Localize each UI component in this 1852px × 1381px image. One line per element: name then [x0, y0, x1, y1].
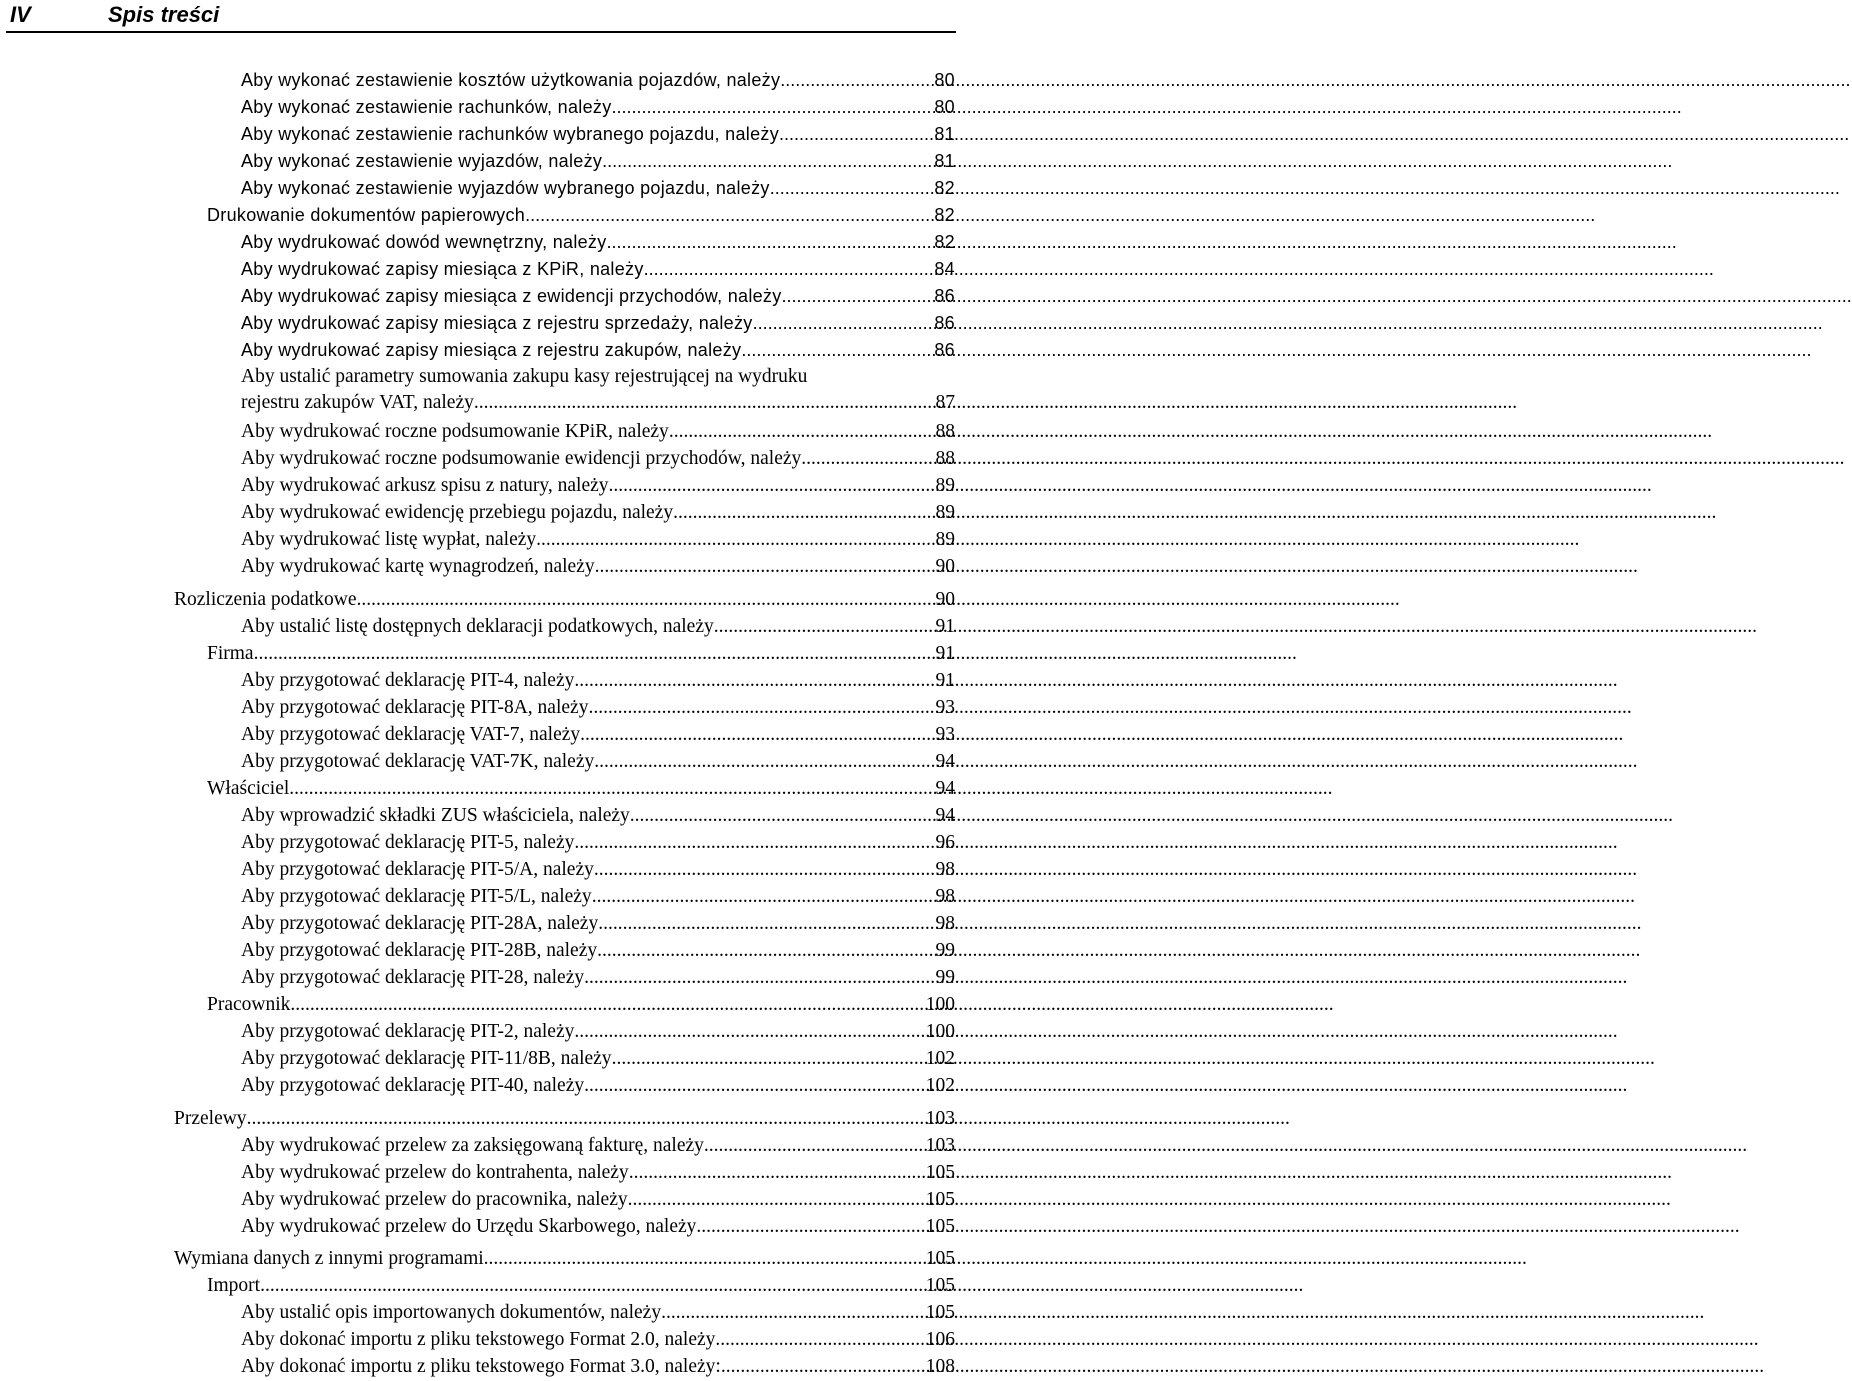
toc-leader — [661, 1300, 926, 1326]
toc-entry-text: Aby wykonać zestawienie kosztów użytkowania pojazdów, należy — [241, 70, 781, 90]
toc-entry-text: Aby ustalić listę dostępnych deklaracji podatkowych, należy — [241, 616, 714, 637]
toc-entry-text: Rozliczenia podatkowe — [174, 589, 357, 610]
header-rule — [6, 31, 956, 33]
toc-section[interactable] — [207, 202, 955, 228]
page-title: Spis treści — [108, 2, 220, 27]
toc-page-number: 93 — [935, 724, 955, 745]
toc-page-number: 82 — [934, 178, 955, 198]
toc-leader — [782, 283, 935, 309]
toc-leader — [584, 1073, 926, 1099]
toc-page-number: 94 — [935, 778, 955, 799]
toc-entry-text: Aby wprowadzić składki ZUS właściciela, należy — [241, 805, 630, 826]
toc-entry-text: Aby wydrukować przelew za zaksięgowaną fakturę, należy — [241, 1135, 704, 1156]
toc-entry[interactable] — [241, 749, 955, 775]
toc-leader — [612, 1046, 926, 1072]
toc-section[interactable] — [207, 1273, 955, 1299]
toc-page-number: 100 — [925, 1021, 955, 1042]
toc-page-number: 87 — [935, 392, 955, 413]
toc-leader — [597, 938, 935, 964]
toc-entry[interactable] — [241, 1327, 955, 1353]
toc-page-number: 102 — [925, 1048, 955, 1069]
toc-entry[interactable] — [241, 614, 955, 640]
toc-page-number: 94 — [935, 805, 955, 826]
toc-page-number: 103 — [925, 1135, 955, 1156]
toc-page-number: 88 — [935, 421, 955, 442]
toc-entry[interactable] — [241, 830, 955, 856]
toc-page-number: 88 — [935, 448, 955, 469]
toc-leader — [696, 1214, 925, 1240]
toc-entry[interactable] — [241, 965, 955, 991]
toc-page-number: 96 — [935, 832, 955, 853]
toc-page-number: 105 — [925, 1275, 955, 1296]
toc-entry-text: Aby ustalić opis importowanych dokumentów, należy — [241, 1302, 662, 1323]
toc-leader — [607, 229, 935, 255]
toc-entry-text: Aby przygotować deklarację PIT-5/A, należy — [241, 859, 594, 880]
toc-leader — [629, 1160, 926, 1186]
toc-entry[interactable] — [241, 1046, 955, 1072]
toc-leader — [753, 310, 935, 336]
toc-leader — [536, 527, 935, 553]
toc-entry[interactable] — [241, 1214, 955, 1240]
toc-leader — [714, 614, 936, 640]
toc-page-number: 80 — [934, 70, 955, 90]
toc-entry-text: Aby przygotować deklarację PIT-28, należy — [241, 967, 585, 988]
toc-entry-text: Aby wydrukować zapisy miesiąca z rejestru sprzedaży, należy — [241, 313, 753, 333]
toc-chapter[interactable] — [174, 1246, 955, 1272]
toc-page-number: 82 — [934, 205, 955, 225]
toc-leader — [289, 776, 935, 802]
toc-entry[interactable] — [241, 67, 955, 93]
toc-entry-text: Aby przygotować deklarację PIT-40, należy — [241, 1075, 585, 1096]
toc-page-number: 105 — [925, 1189, 955, 1210]
toc-leader — [594, 857, 936, 883]
toc-entry[interactable] — [241, 803, 955, 829]
toc-entry[interactable] — [241, 229, 955, 255]
toc-entry-text: Aby wydrukować zapisy miesiąca z ewidencji przychodów, należy — [241, 286, 782, 306]
toc-entry[interactable] — [241, 668, 955, 694]
toc-page-number: 82 — [934, 232, 955, 252]
toc-entry-text: Aby przygotować deklarację PIT-8A, należy — [241, 697, 589, 718]
toc-leader — [630, 803, 936, 829]
toc-entry[interactable] — [241, 857, 955, 883]
toc-page-number: 90 — [935, 589, 955, 610]
toc-entry-text: Aby wydrukować arkusz spisu z natury, należy — [241, 475, 609, 496]
toc-page-number: 81 — [934, 151, 955, 171]
toc-leader — [484, 1246, 926, 1272]
toc-leader — [598, 911, 935, 937]
toc-leader — [260, 1273, 926, 1299]
toc-leader — [779, 121, 934, 147]
toc-entry[interactable] — [241, 1073, 955, 1099]
toc-leader — [644, 256, 935, 282]
toc-entry-text: Firma — [207, 643, 254, 664]
toc-leader — [780, 67, 934, 93]
toc-entry-text: Aby przygotować deklarację VAT-7K, należy — [241, 751, 595, 772]
toc-entry-text: Aby przygotować deklarację PIT-5/L, należy — [241, 886, 592, 907]
toc-entry[interactable] — [241, 1354, 955, 1380]
toc-page-number: 91 — [935, 670, 955, 691]
toc-leader — [721, 1354, 926, 1380]
toc-page-number: 89 — [935, 502, 955, 523]
toc-leader — [770, 175, 935, 201]
toc-entry-text: Aby wykonać zestawienie wyjazdów wybranego pojazdu, należy — [241, 178, 770, 198]
toc-entry-text: Aby dokonać importu z pliku tekstowego Format 2.0, należy — [241, 1329, 716, 1350]
toc-leader — [474, 390, 936, 416]
toc-entry[interactable] — [241, 527, 955, 553]
toc-entry-text: Aby przygotować deklarację VAT-7, należy — [241, 724, 581, 745]
toc-entry-text: Aby wykonać zestawienie rachunków wybranego pojazdu, należy — [241, 124, 779, 144]
chapter-number: IV — [10, 2, 31, 27]
toc-leader — [356, 587, 935, 613]
toc-leader — [525, 202, 934, 228]
toc-leader — [247, 1106, 926, 1132]
toc-page-number: 98 — [935, 913, 955, 934]
toc-page-number: 89 — [935, 475, 955, 496]
toc-leader — [595, 554, 936, 580]
toc-leader — [741, 337, 934, 363]
toc-leader — [628, 1187, 926, 1213]
toc-entry[interactable] — [241, 256, 955, 282]
toc-page-number: 98 — [935, 859, 955, 880]
toc-entry-text: Aby przygotować deklarację PIT-5, należy — [241, 832, 575, 853]
toc-entry[interactable] — [241, 1133, 955, 1159]
toc-entry-text: Aby wydrukować roczne podsumowanie KPiR, należy — [241, 421, 669, 442]
toc-page-number: 105 — [925, 1302, 955, 1323]
toc-entry-text: Aby przygotować deklarację PIT-2, należy — [241, 1021, 575, 1042]
toc-entry-text: Wymiana danych z innymi programami — [174, 1248, 484, 1269]
toc-entry[interactable] — [241, 337, 955, 363]
toc-entry[interactable] — [241, 722, 955, 748]
toc-leader — [669, 419, 936, 445]
toc-entry[interactable] — [241, 175, 955, 201]
toc-leader — [715, 1327, 925, 1353]
toc-leader — [290, 992, 925, 1018]
toc-entry-text: Aby wydrukować zapisy miesiąca z rejestru zakupów, należy — [241, 340, 742, 360]
toc-entry[interactable] — [241, 911, 955, 937]
toc-entry-text: Aby wykonać zestawienie rachunków, należy — [241, 97, 612, 117]
toc-page-number: 102 — [925, 1075, 955, 1096]
toc-leader — [574, 668, 935, 694]
toc-entry-text-line1: Aby ustalić parametry sumowania zakupu kasy rejestrującej na wydruku — [241, 366, 808, 387]
toc-entry-text: Drukowanie dokumentów papierowych — [207, 205, 526, 225]
toc-entry[interactable] — [241, 1019, 955, 1045]
toc-leader — [594, 749, 935, 775]
toc-entry-text: Aby wydrukować ewidencję przebiegu pojazdu, należy — [241, 502, 674, 523]
toc-entry-text: Aby wydrukować listę wypłat, należy — [241, 529, 537, 550]
toc-leader — [602, 148, 934, 174]
toc-entry-text: Aby wykonać zestawienie wyjazdów, należy — [241, 151, 603, 171]
toc-page-number: 94 — [935, 751, 955, 772]
toc-section[interactable] — [207, 992, 955, 1018]
toc-page-number: 103 — [925, 1108, 955, 1129]
toc-entry[interactable] — [241, 446, 955, 472]
toc-entry-text: Aby przygotować deklarację PIT-28B, należy — [241, 940, 598, 961]
toc-leader — [580, 722, 935, 748]
toc-entry-text: rejestru zakupów VAT, należy — [241, 392, 474, 413]
toc-page-number: 90 — [935, 556, 955, 577]
toc-leader — [704, 1133, 926, 1159]
toc-section[interactable] — [207, 776, 955, 802]
toc-page-number: 98 — [935, 886, 955, 907]
toc-entry-text: Aby wydrukować kartę wynagrodzeń, należy — [241, 556, 595, 577]
toc-entry[interactable] — [241, 1187, 955, 1213]
toc-entry[interactable] — [241, 419, 955, 445]
toc-entry[interactable] — [241, 94, 955, 120]
toc-leader — [588, 695, 935, 721]
page-header — [0, 0, 960, 34]
toc-entry-text: Aby wydrukować dowód wewnętrzny, należy — [241, 232, 607, 252]
toc-entry[interactable] — [241, 283, 955, 309]
toc-page-number: 80 — [934, 97, 955, 117]
toc-entry[interactable] — [241, 473, 955, 499]
toc-entry[interactable] — [241, 695, 955, 721]
toc-page-number: 89 — [935, 529, 955, 550]
toc-entry-text: Przelewy — [174, 1108, 247, 1129]
toc-entry-text: Aby wydrukować roczne podsumowanie ewidencji przychodów, należy — [241, 448, 802, 469]
toc-entry-text: Aby wydrukować przelew do pracownika, należy — [241, 1189, 628, 1210]
toc-section[interactable] — [207, 641, 955, 667]
toc-entry-text: Właściciel — [207, 778, 290, 799]
toc-page-number: 81 — [934, 124, 955, 144]
toc-chapter[interactable] — [174, 1106, 955, 1132]
toc-page-number: 105 — [925, 1248, 955, 1269]
toc-entry[interactable] — [241, 310, 955, 336]
toc-page-number: 84 — [934, 259, 955, 279]
toc-entry[interactable] — [241, 938, 955, 964]
toc-entry-text: Aby wydrukować zapisy miesiąca z KPiR, należy — [241, 259, 644, 279]
toc-page-number: 108 — [925, 1356, 955, 1377]
toc-leader — [612, 94, 935, 120]
toc-entry[interactable] — [241, 884, 955, 910]
toc-leader — [673, 500, 935, 526]
toc-entry-text: Aby dokonać importu z pliku tekstowego Format 3.0, należy: — [241, 1356, 721, 1377]
toc-entry[interactable] — [241, 121, 955, 147]
toc-entry-text: Import — [207, 1275, 261, 1296]
toc-entry-text: Aby przygotować deklarację PIT-4, należy — [241, 670, 575, 691]
toc-leader — [254, 641, 936, 667]
toc-leader — [584, 965, 935, 991]
toc-page-number: 99 — [935, 967, 955, 988]
toc-entry[interactable] — [241, 500, 955, 526]
toc-page-number: 86 — [934, 286, 955, 306]
toc-entry-text: Aby wydrukować przelew do Urzędu Skarbowego, należy — [241, 1216, 697, 1237]
toc-page-number: 100 — [925, 994, 955, 1015]
toc-leader — [609, 473, 936, 499]
toc-page-number: 93 — [935, 697, 955, 718]
toc-chapter[interactable] — [174, 587, 955, 613]
toc-page-number: 105 — [925, 1216, 955, 1237]
toc-leader — [801, 446, 935, 472]
toc-entry-text: Aby przygotować deklarację PIT-28A, należy — [241, 913, 599, 934]
toc-leader — [574, 830, 935, 856]
toc-page-number: 99 — [935, 940, 955, 961]
toc-entry[interactable] — [241, 1300, 955, 1326]
toc-entry[interactable] — [241, 148, 955, 174]
toc-page-number: 105 — [925, 1162, 955, 1183]
toc-leader — [592, 884, 936, 910]
toc-page-number: 106 — [925, 1329, 955, 1350]
toc-page-number: 86 — [934, 313, 955, 333]
toc-leader — [574, 1019, 925, 1045]
toc-page-number: 91 — [935, 616, 955, 637]
toc-entry[interactable] — [241, 554, 955, 580]
toc-entry[interactable] — [241, 364, 955, 416]
toc-entry-text: Aby przygotować deklarację PIT-11/8B, należy — [241, 1048, 612, 1069]
toc-entry-text: Aby wydrukować przelew do kontrahenta, należy — [241, 1162, 629, 1183]
toc-page-number: 91 — [935, 643, 955, 664]
toc-entry-text: Pracownik — [207, 994, 291, 1015]
toc-entry[interactable] — [241, 1160, 955, 1186]
toc-page-number: 86 — [934, 340, 955, 360]
